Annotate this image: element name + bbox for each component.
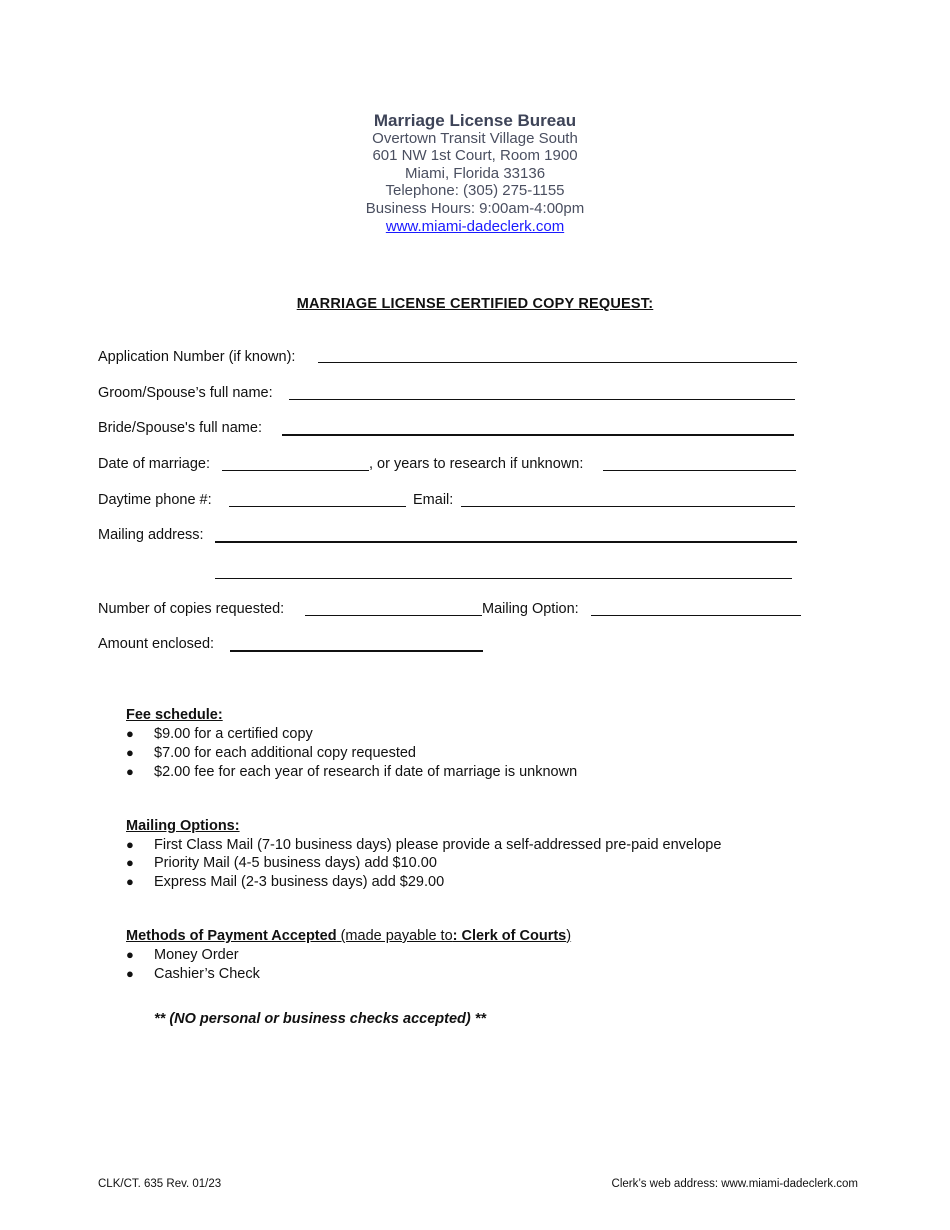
bureau-header: [0, 112, 950, 235]
payment-note: ** (NO personal or business checks accepted) **: [154, 1011, 487, 1027]
list-item: ● Cashier’s Check: [126, 966, 260, 982]
bureau-title: Marriage License Bureau: [373, 111, 577, 130]
list-item: ● Priority Mail (4-5 business days) add $10.00: [126, 855, 437, 871]
address-line-1: Overtown Transit Village South: [372, 129, 578, 147]
mailing-options-title: Mailing Options:: [126, 818, 240, 834]
bullet-icon: ●: [126, 966, 134, 981]
payment-title: Methods of Payment Accepted (made payable to: Clerk of Courts): [126, 928, 572, 944]
bullet-icon: ●: [126, 874, 134, 889]
amount-label: Amount enclosed:: [98, 636, 215, 652]
list-item: ● $9.00 for a certified copy: [126, 726, 313, 742]
groom-name-label: Groom/Spouse’s full name:: [98, 385, 273, 401]
mailing-address-field-1[interactable]: [215, 541, 797, 543]
date-of-marriage-label: Date of marriage:: [98, 456, 211, 472]
years-research-label: , or years to research if unknown:: [369, 456, 584, 472]
bullet-icon: ●: [126, 837, 134, 852]
bullet-icon: ●: [126, 947, 134, 962]
address-line-2: 601 NW 1st Court, Room 1900: [372, 147, 578, 165]
bullet-icon: ●: [126, 745, 134, 760]
list-item: ● $7.00 for each additional copy requested: [126, 745, 416, 761]
copies-label: Number of copies requested:: [98, 601, 285, 617]
bride-name-field[interactable]: [282, 434, 794, 436]
mailing-address-label: Mailing address:: [98, 527, 204, 543]
list-item: ● $2.00 fee for each year of research if date of marriage is unknown: [126, 764, 578, 780]
bride-name-label: Bride/Spouse's full name:: [98, 420, 262, 436]
copies-field[interactable]: [305, 615, 482, 616]
phone-field[interactable]: [229, 506, 406, 507]
mailing-option-field[interactable]: [591, 615, 801, 616]
date-of-marriage-field[interactable]: [222, 470, 369, 471]
mailing-option-label: Mailing Option:: [482, 601, 579, 617]
groom-name-field[interactable]: [289, 399, 795, 400]
footer-web-address: Clerk’s web address: www.miami-dadeclerk.com: [611, 1178, 858, 1190]
form-code: CLK/CT. 635 Rev. 01/23: [98, 1178, 222, 1190]
telephone-line: Telephone: (305) 275-1155: [385, 182, 565, 200]
phone-label: Daytime phone #:: [98, 492, 212, 508]
email-label: Email:: [413, 492, 454, 508]
bullet-icon: ●: [126, 726, 134, 741]
list-item: ● First Class Mail (7-10 business days) please provide a self-addressed pre-paid envelope: [126, 837, 722, 853]
amount-field[interactable]: [230, 650, 483, 652]
application-number-field[interactable]: [318, 362, 797, 363]
bullet-icon: ●: [126, 764, 134, 779]
years-research-field[interactable]: [603, 470, 796, 471]
website-link[interactable]: www.miami-dadeclerk.com: [385, 217, 565, 235]
email-field[interactable]: [461, 506, 795, 507]
application-number-label: Application Number (if known):: [98, 349, 296, 365]
address-line-3: Miami, Florida 33136: [404, 164, 546, 182]
list-item: ● Express Mail (2-3 business days) add $29.00: [126, 874, 445, 890]
form-title: MARRIAGE LICENSE CERTIFIED COPY REQUEST:: [296, 296, 654, 312]
bullet-icon: ●: [126, 855, 134, 870]
mailing-address-field-2[interactable]: [215, 578, 792, 579]
list-item: ● Money Order: [126, 947, 239, 963]
business-hours-line: Business Hours: 9:00am-4:00pm: [365, 199, 585, 217]
fee-schedule-title: Fee schedule:: [126, 707, 223, 723]
